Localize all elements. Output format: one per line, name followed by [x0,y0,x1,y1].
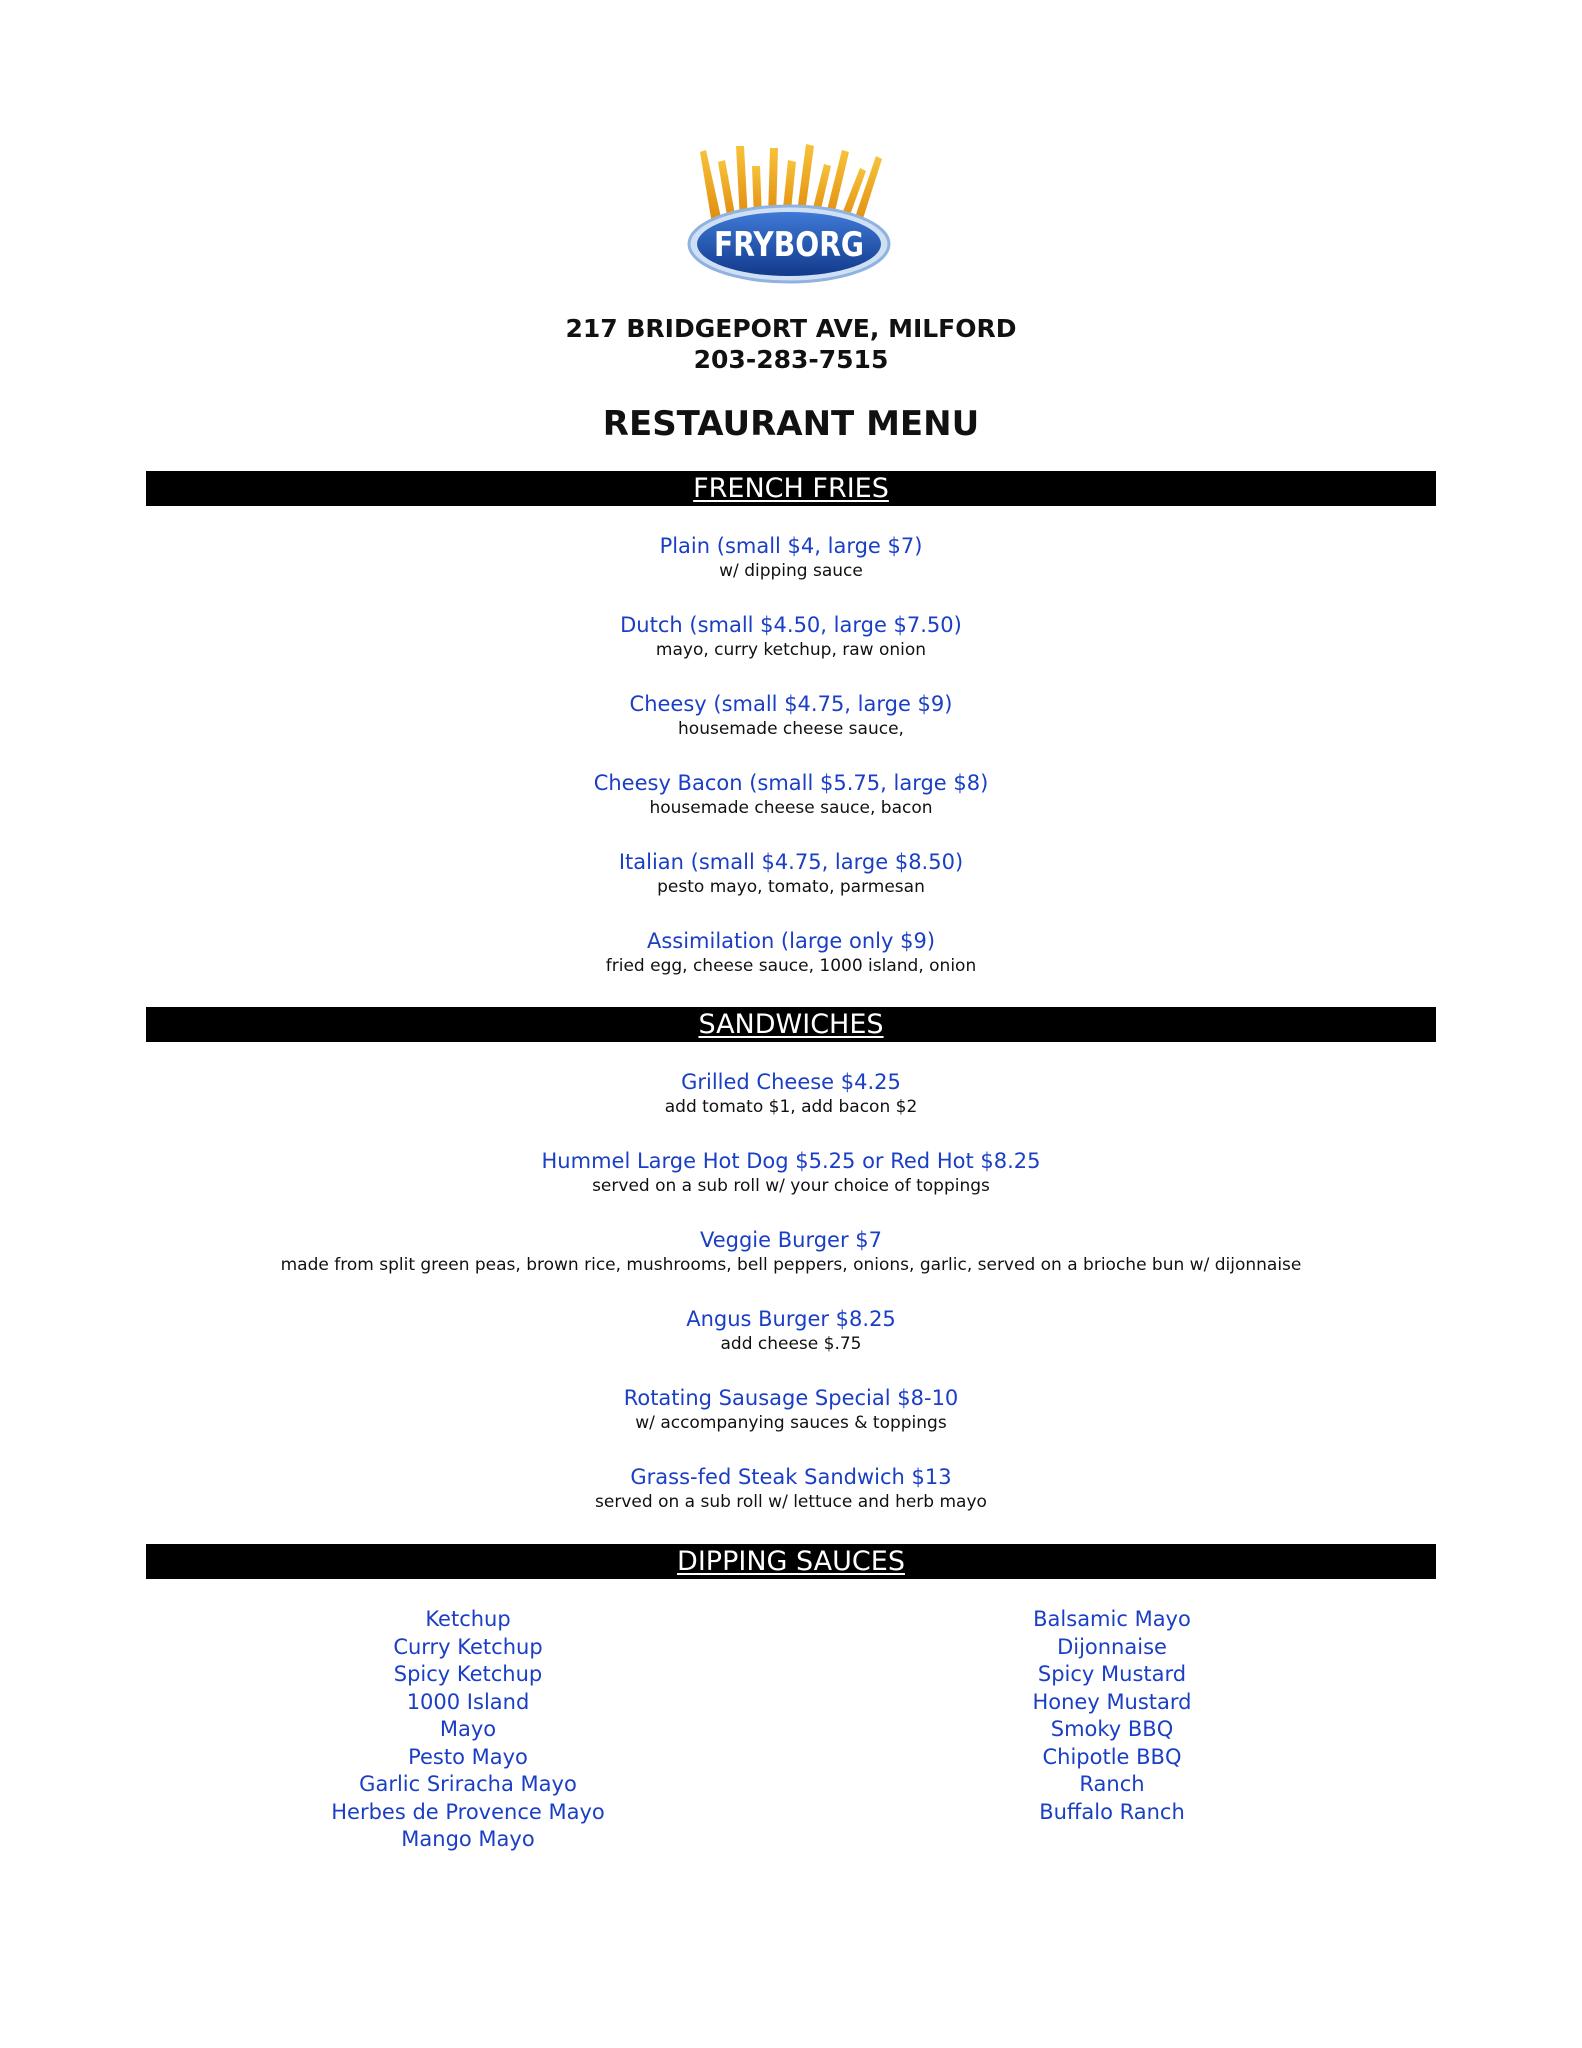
sauce-item: Chipotle BBQ [1042,1744,1182,1769]
phone-number: 203-283-7515 [693,345,889,374]
sauce-item: Curry Ketchup [393,1634,543,1659]
sauce-item: Buffalo Ranch [1039,1799,1185,1824]
menu-item-name: Cheesy Bacon (small $5.75, large $8) [593,771,989,795]
sauce-item: 1000 Island [406,1689,530,1714]
menu-item-name: Cheesy (small $4.75, large $9) [629,692,953,716]
sauce-item: Balsamic Mayo [1033,1607,1191,1631]
menu-item-name: Rotating Sausage Special $8-10 [623,1386,959,1410]
page-title: RESTAURANT MENU [602,404,980,444]
menu-item-name: Angus Burger $8.25 [686,1307,896,1331]
menu-item-name: Italian (small $4.75, large $8.50) [618,850,964,874]
menu-item-description: pesto mayo, tomato, parmesan [657,877,925,897]
sauce-item: Garlic Sriracha Mayo [359,1772,577,1796]
section-header-sandwiches: SANDWICHES [146,1007,1436,1042]
menu-item-name: Grilled Cheese $4.25 [681,1070,901,1094]
menu-item [0,612,1582,662]
address-line: 217 BRIDGEPORT AVE, MILFORD [565,314,1017,343]
menu-item [0,1227,1582,1277]
sauce-item: Herbes de Provence Mayo [331,1799,605,1824]
sauce-list-left [258,1606,678,1854]
menu-item [0,928,1582,978]
menu-item-name: Plain (small $4, large $7) [659,534,923,558]
sauce-item: Honey Mustard [1032,1689,1192,1714]
menu-item [0,533,1582,583]
menu-item-description: w/ dipping sauce [719,561,863,581]
menu-item [0,849,1582,899]
menu-item-name: Assimilation (large only $9) [646,929,936,953]
sauce-item: Dijonnaise [1057,1634,1167,1659]
menu-item-description: served on a sub roll w/ your choice of toppings [592,1176,990,1196]
menu-item-description: housemade cheese sauce, [678,719,904,739]
sauce-item: Ranch [1079,1772,1145,1796]
menu-item-name: Dutch (small $4.50, large $7.50) [620,613,962,637]
fryborg-logo [684,140,894,288]
sauce-item: Smoky BBQ [1050,1717,1174,1741]
menu-item-description: add tomato $1, add bacon $2 [664,1097,918,1117]
sauce-item: Mayo [439,1717,497,1741]
menu-item-description: add cheese $.75 [720,1334,862,1354]
logo-wordmark: FRYBORG [714,225,864,265]
menu-item-description: fried egg, cheese sauce, 1000 island, onion [605,956,977,976]
menu-item-description: made from split green peas, brown rice, mushrooms, bell peppers, onions, garlic, served on a brioche bun w/ dijonnaise [280,1255,1302,1275]
sauce-item: Spicy Mustard [1037,1662,1187,1686]
menu-item [0,1148,1582,1198]
menu-item-name: Hummel Large Hot Dog $5.25 or Red Hot $8.25 [541,1149,1041,1173]
menu-item [0,691,1582,741]
menu-item [0,1385,1582,1435]
menu-item-description: mayo, curry ketchup, raw onion [655,640,927,660]
menu-item-description: w/ accompanying sauces & toppings [635,1413,947,1433]
menu-item-name: Veggie Burger $7 [699,1228,882,1252]
sauce-item: Spicy Ketchup [393,1662,543,1686]
section-header-french-fries: FRENCH FRIES [146,471,1436,506]
sauce-list-right [902,1606,1322,1826]
section-header-dipping-sauces: DIPPING SAUCES [146,1544,1436,1579]
sauce-item: Pesto Mayo [408,1744,528,1769]
menu-item-description: served on a sub roll w/ lettuce and herb mayo [595,1492,987,1512]
menu-item [0,1069,1582,1119]
sauce-item: Ketchup [425,1607,511,1631]
menu-item [0,770,1582,820]
menu-item-description: housemade cheese sauce, bacon [649,798,933,818]
sauce-item: Mango Mayo [401,1827,535,1851]
menu-item [0,1464,1582,1514]
menu-item [0,1306,1582,1356]
menu-item-name: Grass-fed Steak Sandwich $13 [630,1465,952,1489]
